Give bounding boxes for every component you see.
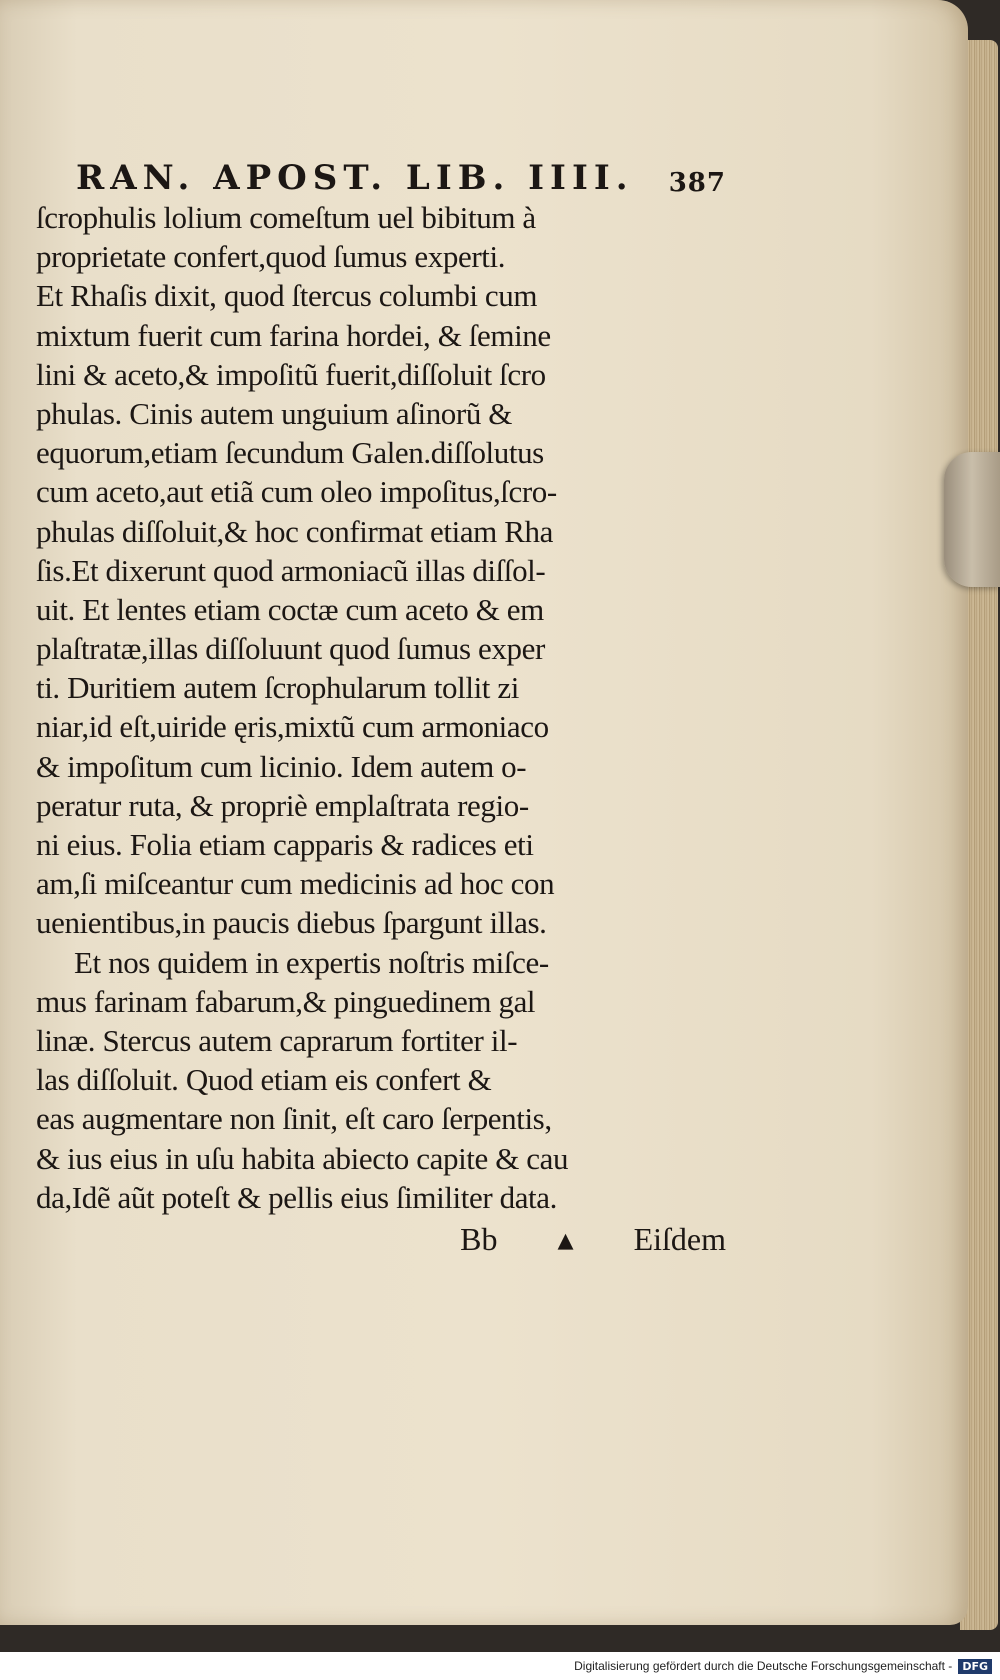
dfg-logo: DFG: [958, 1659, 992, 1674]
text-line: da,Idẽ aũt poteſt & pellis eius ſimiliter data.: [36, 1179, 557, 1215]
text-line: eas augmentare non ſinit, eſt caro ſerpentis,: [36, 1101, 552, 1137]
text-line: niar,id eſt,uiride ęris,mixtũ cum armoniaco: [36, 709, 549, 745]
text-line: proprietate confert,quod ſumus experti.: [36, 239, 506, 275]
text-line: plaſtratæ,illas diſſoluunt quod ſumus exper: [36, 631, 545, 667]
text-line: phulas. Cinis autem unguium aſinorũ &: [36, 395, 512, 431]
text-line: & impoſitum cum licinio. Idem autem o-: [36, 748, 527, 784]
text-line: peratur ruta, & propriè emplaſtrata regio-: [36, 787, 529, 823]
text-line: Et nos quidem in expertis noſtris miſce-: [74, 944, 549, 980]
text-block: [36, 150, 726, 1259]
text-line: linæ. Stercus autem caprarum fortiter il-: [36, 1022, 518, 1058]
catchword: Eiſdem: [633, 1220, 726, 1257]
text-line: am,ſi miſceantur cum medicinis ad hoc con: [36, 866, 555, 902]
text-line: uenientibus,in paucis diebus ſpargunt illas.: [36, 905, 547, 941]
text-line: mixtum fuerit cum farina hordei, & ſemine: [36, 317, 551, 353]
text-line: & ius eius in uſu habita abiecto capite & cau: [36, 1140, 569, 1176]
paragraph-2: [36, 943, 726, 1217]
text-line: cum aceto,aut etiã cum oleo impoſitus,ſcro-: [36, 474, 557, 510]
running-head-title: RAN. APOST. LIB. IIII.: [76, 158, 634, 198]
footer-credit: Digitalisierung gefördert durch die Deutsche Forschungsgemeinschaft -: [574, 1659, 953, 1673]
signature-mark: Bb: [460, 1220, 498, 1257]
signature-ornament: ▴: [557, 1220, 574, 1257]
text-line: ſis.Et dixerunt quod armoniacũ illas diſſol-: [36, 552, 546, 588]
digitization-footer: [0, 1652, 1000, 1680]
text-line: ſcrophulis lolium comeſtum uel bibitum à: [36, 200, 536, 235]
text-line: equorum,etiam ſecundum Galen.diſſolutus: [36, 435, 544, 471]
text-line: lini & aceto,& impoſitũ fuerit,diſſoluit ſcro: [36, 356, 546, 392]
text-line: ni eius. Folia etiam capparis & radices eti: [36, 827, 534, 862]
catchline: [36, 1219, 726, 1259]
text-line: Et Rhaſis dixit, quod ſtercus columbi cum: [36, 278, 538, 314]
paragraph-1: [36, 198, 726, 943]
folio-number: 387: [668, 168, 726, 198]
bookmark-ribbon: [944, 452, 1000, 587]
text-line: las diſſoluit. Quod etiam eis confert &: [36, 1062, 492, 1098]
text-line: phulas diſſoluit,& hoc confirmat etiam Rha: [36, 513, 553, 549]
text-line: mus farinam fabarum,& pinguedinem gal: [36, 983, 536, 1019]
running-head: [36, 150, 726, 198]
text-line: uit. Et lentes etiam coctæ cum aceto & em: [36, 591, 544, 627]
text-line: ti. Duritiem autem ſcrophularum tollit zi: [36, 670, 519, 706]
